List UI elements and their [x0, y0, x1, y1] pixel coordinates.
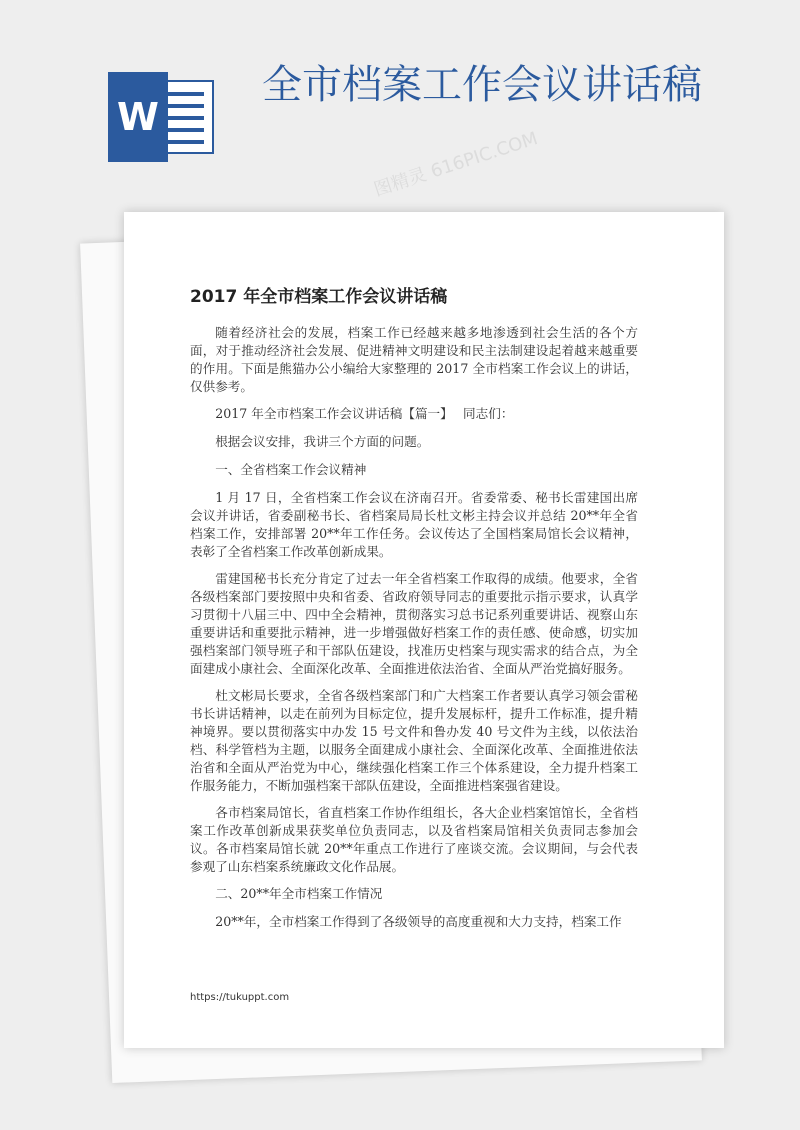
document-page [124, 212, 724, 1048]
word-logo-badge: W [108, 72, 168, 162]
paragraph-agenda: 根据会议安排，我讲三个方面的问题。 [215, 434, 430, 449]
paragraph-director: 杜文彬局长要求，全省各级档案部门和广大档案工作者要认真学习领会雷秘书长讲话精神，以走在前列为目标定位，提升发展标杆，提升工作标准，提升精神境界。要以贯彻落实中办发 15 号文件和鲁办发 40 号文件为主线，以依法治档、科学管档为主题，以服务全面建成小康社会、全面深化改革、全面推进依法治省和全面从严治党为中心，继续强化档案工作三个体系建设，全力提升档案工作服务能力，不断加强档案干部队伍建设，全面推进档案强省建设。 [190, 688, 638, 793]
document-title: 2017 年全市档案工作会议讲话稿 [190, 287, 448, 307]
footer-url[interactable]: https://tukuppt.com [190, 992, 290, 1003]
paragraph-attendees: 各市档案局馆长，省直档案工作协作组组长，各大企业档案馆馆长，全省档案工作改革创新成果获奖单位负责同志，以及省档案局馆相关负责同志参加会议。各市档案局馆长就 20**年重点工作进行了座谈交流。会议期间，与会代表参观了山东档案系统廉政文化作品展。 [190, 805, 638, 874]
paragraph-secretary: 雷建国秘书长充分肯定了过去一年全省档案工作取得的成绩。他要求，全省各级档案部门要按照中央和省委、省政府领导同志的重要批示指示要求，认真学习贯彻十八届三中、四中全会精神，贯彻落实习总书记系列重要讲话、视察山东重要讲话和重要批示精神，进一步增强做好档案工作的责任感、使命感，切实加强档案部门领导班子和干部队伍建设，找准历史档案与现实需求的结合点，为全面建成小康社会、全面深化改革、全面推进依法治省、全面从严治党搞好服务。 [190, 571, 638, 676]
paragraph-section-header: 2017 年全市档案工作会议讲话稿【篇一】 同志们： [215, 406, 514, 421]
heading-part-two: 二、20**年全市档案工作情况 [215, 886, 383, 901]
paragraph-city-work: 20**年，全市档案工作得到了各级领导的高度重视和大力支持，档案工作 [215, 914, 622, 929]
paragraph-intro: 随着经济社会的发展，档案工作已经越来越多地渗透到社会生活的各个方面，对于推动经济社会发展、促进精神文明建设和民主法制建设起着越来越重要的作用。下面是熊猫办公小编给大家整理的 2017 全市档案工作会议上的讲话，仅供参考。 [190, 325, 638, 394]
page-title: 全市档案工作会议讲话稿 [262, 62, 702, 108]
paragraph-meeting: 1 月 17 日，全省档案工作会议在济南召开。省委常委、秘书长雷建国出席会议并讲话，省委副秘书长、省档案局局长杜文彬主持会议并总结 20**年全省档案工作，安排部署 20**年工作任务。会议传达了全国档案局馆长会议精神，表彰了全省档案工作改革创新成果。 [190, 490, 638, 559]
document-body [190, 324, 638, 940]
watermark-text: 图精灵 616PIC.COM [371, 128, 541, 201]
heading-part-one: 一、全省档案工作会议精神 [215, 462, 367, 477]
word-app-icon [108, 72, 218, 162]
